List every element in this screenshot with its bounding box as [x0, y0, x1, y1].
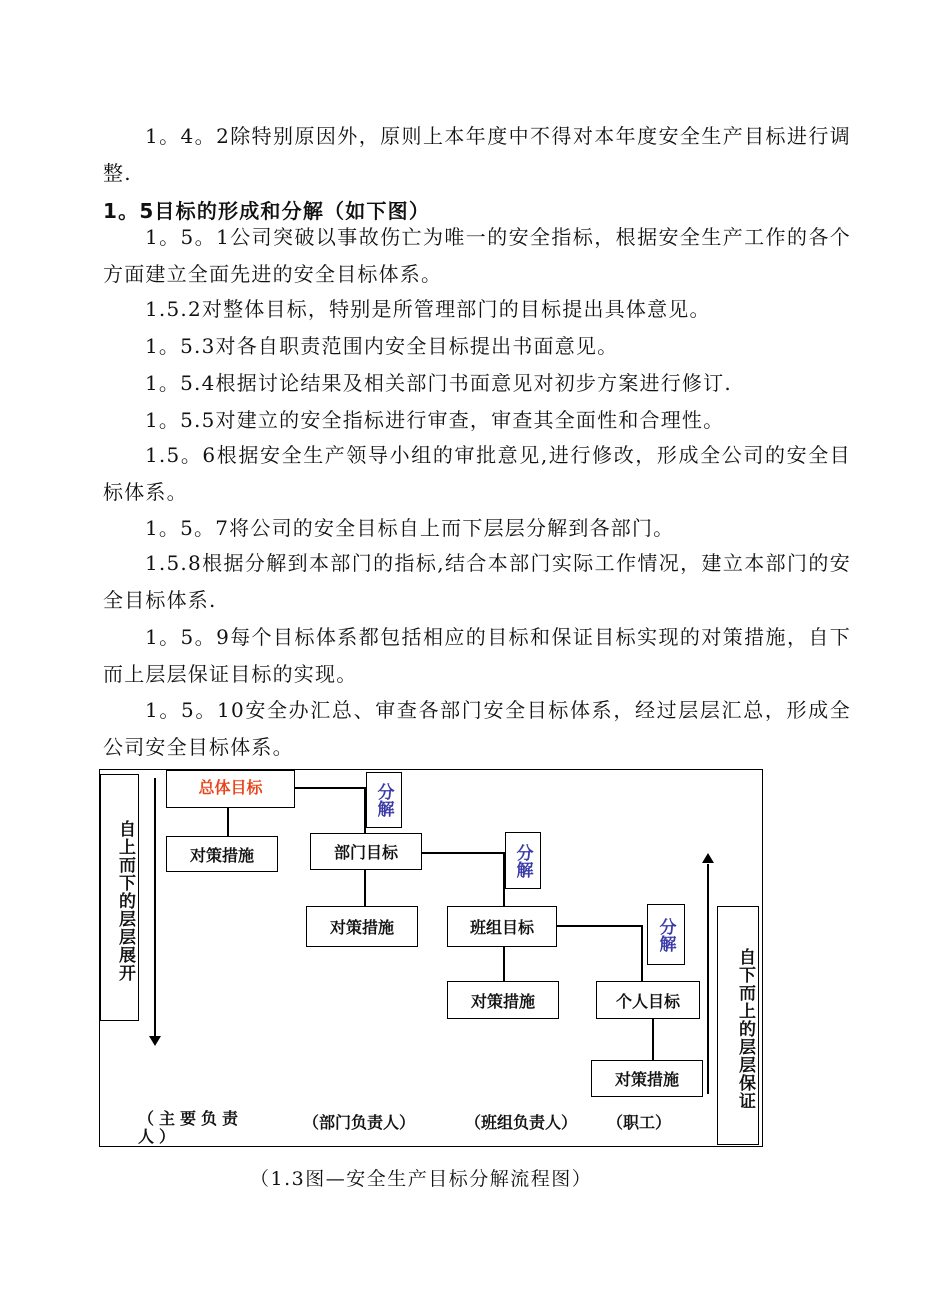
team-goal-box: 班组目标: [447, 906, 557, 947]
paragraph-1-5-7: 1。5。7将公司的安全目标自上而下层层分解到各部门。: [145, 516, 675, 540]
section-heading-1-5: 1。5目标的形成和分解（如下图）: [103, 199, 431, 223]
goal-decomposition-diagram: [99, 769, 763, 1147]
connector: [641, 925, 643, 982]
paragraph-1-5-9: 1。5。9每个目标体系都包括相应的目标和保证目标实现的对策措施，自下而上层层保证目标的实现。: [103, 625, 851, 686]
connector: [295, 787, 364, 789]
split-label-1: 分解: [366, 772, 402, 828]
figure-caption: （1.3图—安全生产目标分解流程图）: [250, 1168, 593, 1190]
paragraph-1-5-5: 1。5.5对建立的安全指标进行审查，审查其全面性和合理性。: [145, 408, 725, 432]
personal-goal-box: 个人目标: [596, 981, 700, 1019]
measures-box-personal: 对策措施: [591, 1060, 703, 1097]
paragraph-1-5-6: 1.5。6根据安全生产领导小组的审批意见,进行修改，形成全公司的安全目标体系。: [103, 443, 851, 504]
overall-goal-text: 总体目标: [198, 778, 263, 797]
down-arrow-icon: [149, 1036, 161, 1046]
bottom-up-label: 自下而上的层层保证: [717, 906, 759, 1145]
measures-box-team: 对策措施: [447, 981, 559, 1019]
paragraph-1-5-10: 1。5。10安全办汇总、审查各部门安全目标体系，经过层层汇总，形成全公司安全目标体系。: [103, 698, 851, 759]
top-down-label: 自上而下的层层展开: [100, 774, 139, 1021]
overall-goal-box: [166, 770, 295, 808]
split-label-3: 分解: [647, 904, 685, 965]
paragraph-1-5-2: 1.5.2对整体目标，特别是所管理部门的目标提出具体意见。: [145, 297, 711, 321]
role-team: （班组负责人）: [465, 1113, 578, 1132]
dept-goal-box: 部门目标: [310, 833, 422, 870]
paragraph-1-5-1: 1。5。1公司突破以事故伤亡为唯一的安全指标，根据安全生产工作的各个方面建立全面先进的安全目标体系。: [103, 225, 851, 286]
bottom-up-arrow-line: [707, 864, 709, 1094]
paragraph-1-5-4: 1。5.4根据讨论结果及相关部门书面意见对初步方案进行修订.: [145, 371, 732, 395]
measures-box-dept: 对策措施: [306, 906, 418, 947]
top-down-arrow-line: [154, 778, 156, 1040]
up-arrow-icon: [702, 853, 714, 863]
role-staff: （职工）: [607, 1113, 672, 1132]
connector: [652, 1019, 654, 1060]
measures-box-top: 对策措施: [166, 836, 278, 872]
paragraph-1-5-8: 1.5.8根据分解到本部门的指标,结合本部门实际工作情况，建立本部门的安全目标体系.: [103, 551, 851, 612]
connector: [422, 852, 503, 854]
connector: [227, 808, 229, 837]
paragraph-1-4-2: 1。4。2除特别原因外，原则上本年度中不得对本年度安全生产目标进行调整.: [103, 124, 851, 185]
paragraph-1-5-3: 1。5.3对各自职责范围内安全目标提出书面意见。: [145, 334, 619, 358]
connector: [503, 947, 505, 982]
split-label-2: 分解: [505, 832, 541, 889]
role-main: （主要负责人）: [138, 1109, 244, 1146]
role-dept: （部门负责人）: [303, 1113, 416, 1132]
connector: [557, 925, 641, 927]
connector: [364, 870, 366, 907]
